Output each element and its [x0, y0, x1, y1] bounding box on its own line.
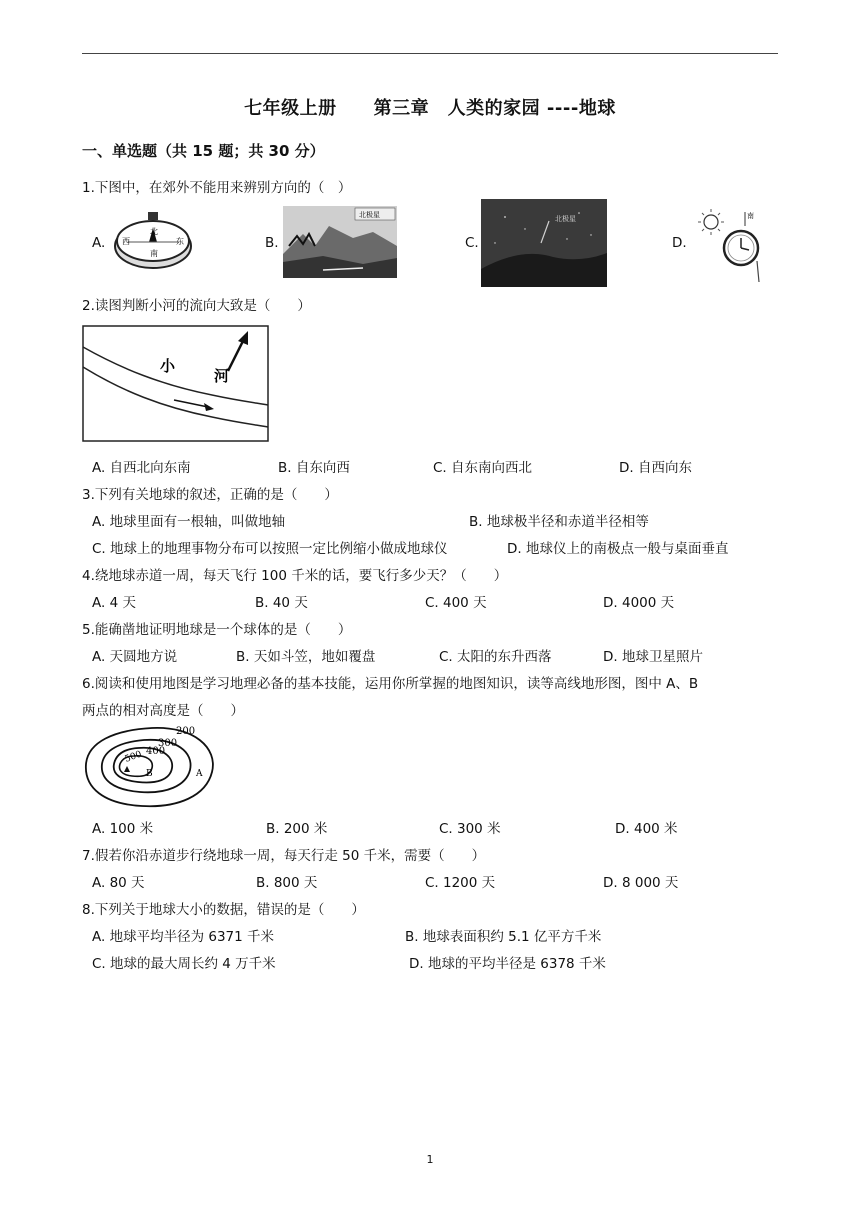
- q8-option-a: A. 地球平均半径为 6371 千米: [92, 929, 275, 945]
- q5-option-c: C. 太阳的东升西落: [439, 649, 552, 665]
- q2-option-b: B. 自东向西: [278, 460, 350, 476]
- contour-label-200: 200: [176, 726, 196, 737]
- night-sky-image: [481, 199, 607, 287]
- q5-option-a: A. 天圆地方说: [92, 649, 178, 665]
- q2-option-a: A. 自西北向东南: [92, 460, 191, 476]
- q6-option-d: D. 400 米: [615, 821, 678, 837]
- q1-option-a: A.: [92, 235, 106, 251]
- q1-option-d: D.: [672, 235, 687, 251]
- river-label-2: 河: [214, 367, 230, 385]
- q4-option-a: A. 4 天: [92, 595, 136, 611]
- mountain-landscape-image: [283, 206, 397, 278]
- night-star-label: 北极星: [555, 215, 576, 223]
- q8-option-b: B. 地球表面积约 5.1 亿平方千米: [405, 929, 602, 945]
- q5-option-d: D. 地球卫星照片: [603, 649, 703, 665]
- q3-option-b: B. 地球极半径和赤道半径相等: [469, 514, 649, 530]
- contour-point-a: A: [196, 769, 203, 779]
- section-heading: 一、单选题（共 15 题；共 30 分）: [82, 142, 325, 160]
- q6-option-c: C. 300 米: [439, 821, 501, 837]
- q1-option-c: C.: [465, 235, 479, 251]
- contour-label-500: 500: [123, 749, 144, 765]
- q6-option-a: A. 100 米: [92, 821, 154, 837]
- q3-option-c: C. 地球上的地理事物分布可以按照一定比例缩小做成地球仪: [92, 541, 448, 557]
- compass-east-label: 东: [176, 237, 184, 246]
- page-title: 七年级上册 第三章 人类的家园 ----地球: [244, 98, 616, 119]
- question-8-stem: 8.下列关于地球大小的数据，错误的是（ ）: [82, 902, 365, 918]
- q7-option-b: B. 800 天: [256, 875, 318, 891]
- header-rule: [82, 53, 778, 54]
- q6-option-b: B. 200 米: [266, 821, 328, 837]
- question-6-stem-line-1: 6.阅读和使用地图是学习地理必备的基本技能，运用你所掌握的地图知识，读等高线地形图，图中 A、B: [82, 676, 699, 692]
- question-6-stem-line-2: 两点的相对高度是（ ）: [82, 703, 244, 719]
- contour-map-image: [82, 722, 222, 812]
- q4-option-c: C. 400 天: [425, 595, 487, 611]
- q4-option-d: D. 4000 天: [603, 595, 675, 611]
- q7-option-c: C. 1200 天: [425, 875, 496, 891]
- question-3-stem: 3.下列有关地球的叙述，正确的是（ ）: [82, 487, 338, 503]
- q2-option-d: D. 自西向东: [619, 460, 692, 476]
- compass-south-label: 南: [150, 249, 158, 258]
- q5-option-b: B. 天如斗笠，地如覆盘: [236, 649, 376, 665]
- question-7-stem: 7.假若你沿赤道步行绕地球一周，每天行走 50 千米，需要（ ）: [82, 848, 486, 864]
- compass-image: [108, 206, 198, 274]
- sun-and-clock-image: [693, 206, 773, 286]
- page-number: 1: [426, 1153, 434, 1166]
- clock-south-label: 南: [747, 212, 754, 220]
- question-1-stem: 1.下图中，在郊外不能用来辨别方向的（ ）: [82, 180, 352, 196]
- q7-option-d: D. 8 000 天: [603, 875, 679, 891]
- question-5-stem: 5.能确凿地证明地球是一个球体的是（ ）: [82, 622, 352, 638]
- q4-option-b: B. 40 天: [255, 595, 308, 611]
- contour-label-300: 300: [158, 738, 178, 749]
- contour-label-400: 400: [146, 746, 166, 757]
- q7-option-a: A. 80 天: [92, 875, 145, 891]
- q8-option-c: C. 地球的最大周长约 4 万千米: [92, 956, 276, 972]
- q2-option-c: C. 自东南向西北: [433, 460, 533, 476]
- river-map-image: [82, 325, 270, 443]
- q3-option-a: A. 地球里面有一根轴，叫做地轴: [92, 514, 286, 530]
- mountain-star-label: 北极星: [359, 211, 380, 219]
- river-label-1: 小: [160, 357, 176, 375]
- q3-option-d: D. 地球仪上的南极点一般与桌面垂直: [507, 541, 729, 557]
- contour-point-b: B: [146, 769, 153, 779]
- question-4-stem: 4.绕地球赤道一周，每天飞行 100 千米的话，要飞行多少天？（ ）: [82, 568, 508, 584]
- q8-option-d: D. 地球的平均半径是 6378 千米: [409, 956, 606, 972]
- q1-option-b: B.: [265, 235, 279, 251]
- question-2-stem: 2.读图判断小河的流向大致是（ ）: [82, 298, 311, 314]
- compass-west-label: 西: [122, 237, 130, 246]
- compass-north-label: 北: [150, 227, 158, 236]
